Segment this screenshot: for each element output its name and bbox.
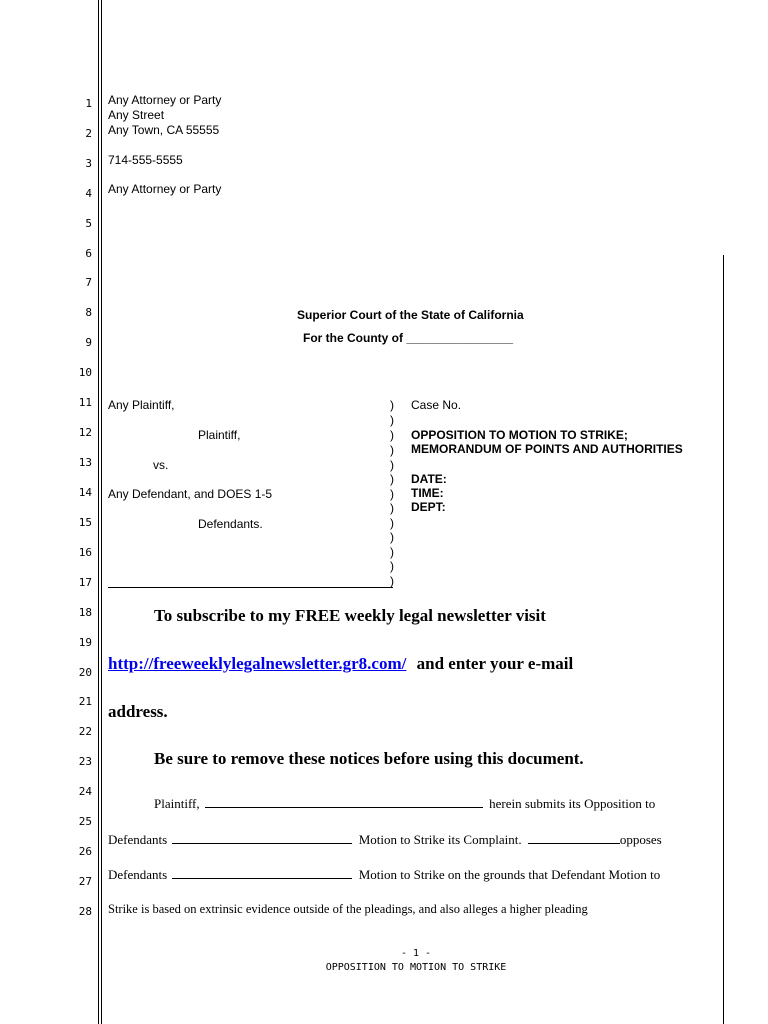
line-number: 12 xyxy=(78,426,92,439)
case-number: Case No. xyxy=(411,398,462,412)
document-title-line2: MEMORANDUM OF POINTS AND AUTHORITIES xyxy=(411,442,683,456)
caption-paren: ) xyxy=(390,545,394,559)
body-line-24 xyxy=(154,795,655,812)
attorney-street: Any Street xyxy=(108,108,165,122)
line-number: 25 xyxy=(78,815,92,828)
caption-paren: ) xyxy=(390,501,394,515)
caption-paren: ) xyxy=(390,413,394,427)
line-number: 18 xyxy=(78,606,92,619)
line-number: 21 xyxy=(78,695,92,708)
hearing-time: TIME: xyxy=(411,486,444,500)
right-margin-rule xyxy=(723,255,724,1024)
line-number: 19 xyxy=(78,636,92,649)
line-number: 1 xyxy=(85,97,92,110)
attorney-name: Any Attorney or Party xyxy=(108,93,222,107)
caption-paren: ) xyxy=(390,443,394,457)
caption-paren: ) xyxy=(390,428,394,442)
line-number: 6 xyxy=(85,247,92,260)
line-number: 2 xyxy=(85,127,92,140)
body-line-25 xyxy=(108,831,662,848)
body-text-span: Defendants xyxy=(108,832,168,847)
line-number: 8 xyxy=(85,306,92,319)
body-text-span: Motion to Strike its Complaint. xyxy=(358,832,522,847)
caption-paren: ) xyxy=(390,458,394,472)
blank-line xyxy=(172,866,352,879)
plaintiff-label: Plaintiff, xyxy=(198,428,241,442)
body-text-span: Plaintiff, xyxy=(154,796,200,811)
line-number: 27 xyxy=(78,875,92,888)
line-number: 15 xyxy=(78,516,92,529)
body-text-span: opposes xyxy=(619,832,662,847)
line-number: 9 xyxy=(85,336,92,349)
attorney-phone: 714-555-5555 xyxy=(108,153,183,167)
caption-paren: ) xyxy=(390,559,394,573)
court-name: Superior Court of the State of California xyxy=(297,308,524,322)
body-text-span: herein submits its Opposition to xyxy=(489,796,656,811)
line-number: 24 xyxy=(78,785,92,798)
court-county: For the County of ________________ xyxy=(303,331,514,345)
body-text-span: Motion to Strike on the grounds that Defendant Motion to xyxy=(358,867,661,882)
notice-line1: To subscribe to my FREE weekly legal newsletter visit xyxy=(154,606,546,625)
line-number: 11 xyxy=(78,396,92,409)
blank-line xyxy=(205,795,483,808)
line-number: 16 xyxy=(78,546,92,559)
caption-paren: ) xyxy=(390,516,394,530)
line-number: 23 xyxy=(78,755,92,768)
notice-line2 xyxy=(108,654,573,674)
line-number: 20 xyxy=(78,666,92,679)
defendant-label: Defendants. xyxy=(198,517,263,531)
line-number: 3 xyxy=(85,157,92,170)
footer-title: OPPOSITION TO MOTION TO STRIKE xyxy=(325,962,507,973)
notice-line2-rest: and enter your e-mail xyxy=(416,654,574,673)
hearing-dept: DEPT: xyxy=(411,500,446,514)
versus: vs. xyxy=(153,458,169,472)
notice-line4: Be sure to remove these notices before using this document. xyxy=(154,749,584,768)
line-number: 5 xyxy=(85,217,92,230)
attorney-for: Any Attorney or Party xyxy=(108,182,222,196)
caption-paren: ) xyxy=(390,487,394,501)
hearing-date: DATE: xyxy=(411,472,447,486)
line-number: 17 xyxy=(78,576,92,589)
attorney-city: Any Town, CA 55555 xyxy=(108,123,220,137)
line-number: 13 xyxy=(78,456,92,469)
line-number: 10 xyxy=(78,366,92,379)
defendant-name: Any Defendant, and DOES 1-5 xyxy=(108,487,273,501)
line-number: 22 xyxy=(78,725,92,738)
page-number: - 1 - xyxy=(400,948,432,959)
blank-line xyxy=(528,831,620,844)
line-number: 28 xyxy=(78,905,92,918)
body-text-span: Defendants xyxy=(108,867,168,882)
caption-paren: ) xyxy=(390,530,394,544)
caption-paren: ) xyxy=(390,574,394,588)
plaintiff-name: Any Plaintiff, xyxy=(108,398,175,412)
caption-paren: ) xyxy=(390,472,394,486)
line-number: 7 xyxy=(85,276,92,289)
body-line-27: Strike is based on extrinsic evidence outside of the pleadings, and also alleges a higher pleading xyxy=(108,902,588,916)
line-number: 14 xyxy=(78,486,92,499)
line-number: 26 xyxy=(78,845,92,858)
blank-line xyxy=(172,831,352,844)
document-title-line1: OPPOSITION TO MOTION TO STRIKE; xyxy=(411,428,628,442)
caption-paren: ) xyxy=(390,398,394,412)
caption-underline xyxy=(108,587,393,588)
notice-line3: address. xyxy=(108,702,168,721)
left-margin-rule-inner xyxy=(101,0,102,1024)
body-line-26 xyxy=(108,866,660,883)
left-margin-rule-outer xyxy=(98,0,99,1024)
line-number: 4 xyxy=(85,187,92,200)
newsletter-link[interactable]: http://freeweeklylegalnewsletter.gr8.com/ xyxy=(108,654,407,673)
